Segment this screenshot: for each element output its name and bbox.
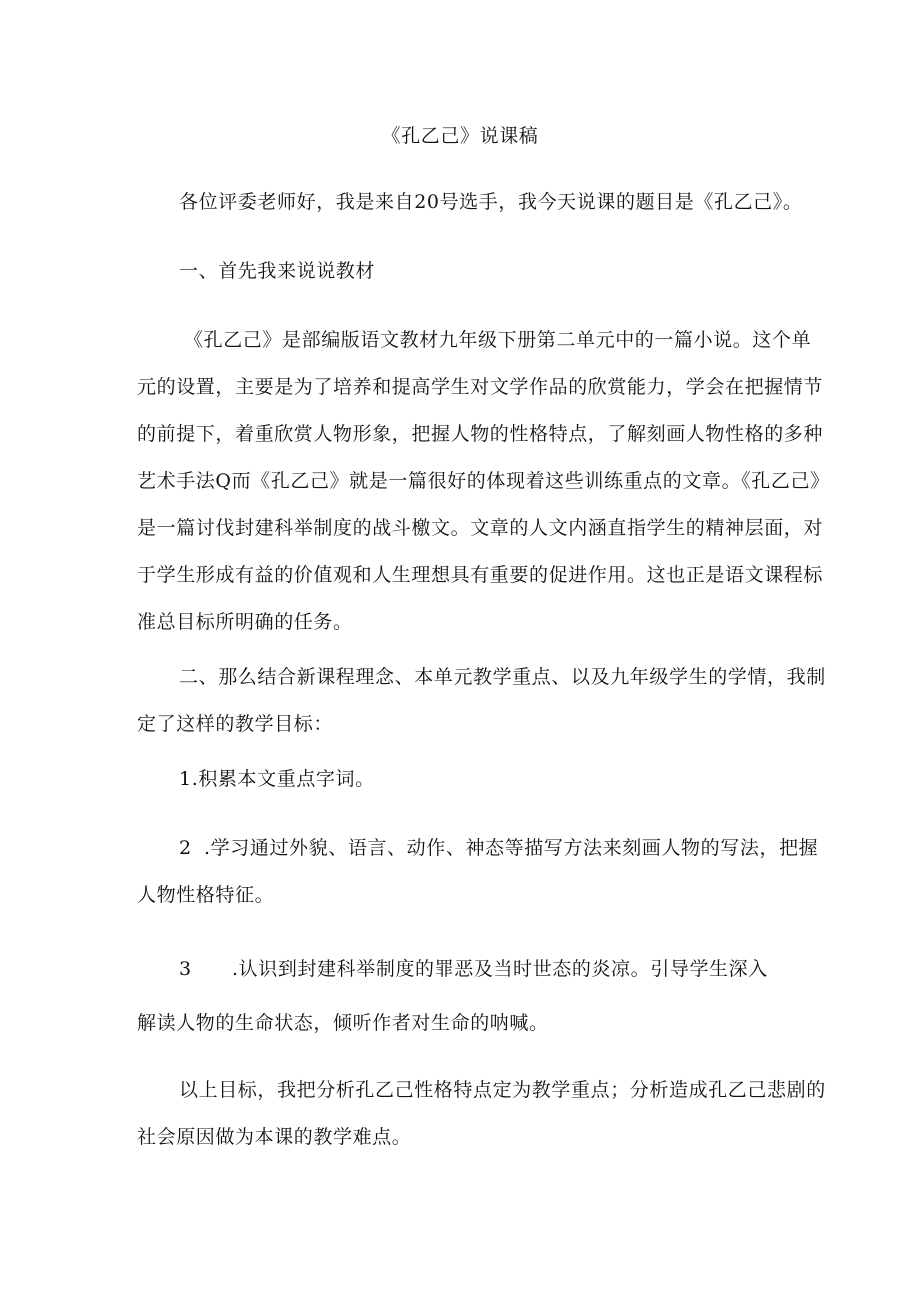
paragraph-line: 社会原因做为本课的教学难点。 — [137, 1126, 412, 1148]
section-heading-goals: 二、那么结合新课程理念、本单元教学重点、以及九年级学生的学情，我制 — [179, 666, 826, 688]
paragraph-line: 元的设置，主要是为了培养和提高学生对文学作品的欣赏能力，学会在把握情节 — [137, 376, 824, 398]
section-heading-textbook: 一、首先我来说说教材 — [179, 260, 376, 282]
goal-item-2-continuation: 人物性格特征。 — [137, 884, 275, 906]
paragraph-line: 定了这样的教学目标： — [137, 713, 334, 735]
page-title: 《孔乙己》说课稿 — [381, 125, 539, 147]
greeting-paragraph: 各位评委老师好，我是来自20号选手，我今天说课的题目是《孔乙己》。 — [179, 191, 803, 213]
goal-item-1: 1.积累本文重点字词。 — [179, 768, 375, 790]
summary-paragraph: 以上目标，我把分析孔乙己性格特点定为教学重点；分析造成孔乙己悲剧的 — [179, 1079, 826, 1101]
paragraph-line: 准总目标所明确的任务。 — [137, 611, 353, 633]
paragraph-line: 的前提下，着重欣赏人物形象，把握人物的性格特点，了解刻画人物性格的多种 — [137, 423, 824, 445]
goal-item-3-text: .认识到封建科举制度的罪恶及当时世态的炎凉。引导学生深入 — [232, 958, 768, 980]
goal-item-2-text: .学习通过外貌、语言、动作、神态等描写方法来刻画人物的写法，把握 — [204, 837, 819, 859]
goal-item-3-number: 3 — [179, 958, 192, 980]
paragraph-line: 于学生形成有益的价值观和人生理想具有重要的促进作用。这也正是语文课程标 — [137, 564, 824, 586]
paragraph-line: 《孔乙己》是部编版语文教材九年级下册第二单元中的一篇小说。这个单 — [184, 329, 812, 351]
goal-item-2-number: 2 — [179, 837, 192, 859]
goal-item-3-continuation: 解读人物的生命状态，倾听作者对生命的呐喊。 — [137, 1012, 549, 1034]
paragraph-line: 艺术手法Q而《孔乙己》就是一篇很好的体现着这些训练重点的文章。《孔乙己》 — [137, 470, 830, 492]
paragraph-line: 是一篇讨伐封建科举制度的战斗檄文。文章的人文内涵直指学生的精神层面，对 — [137, 517, 824, 539]
